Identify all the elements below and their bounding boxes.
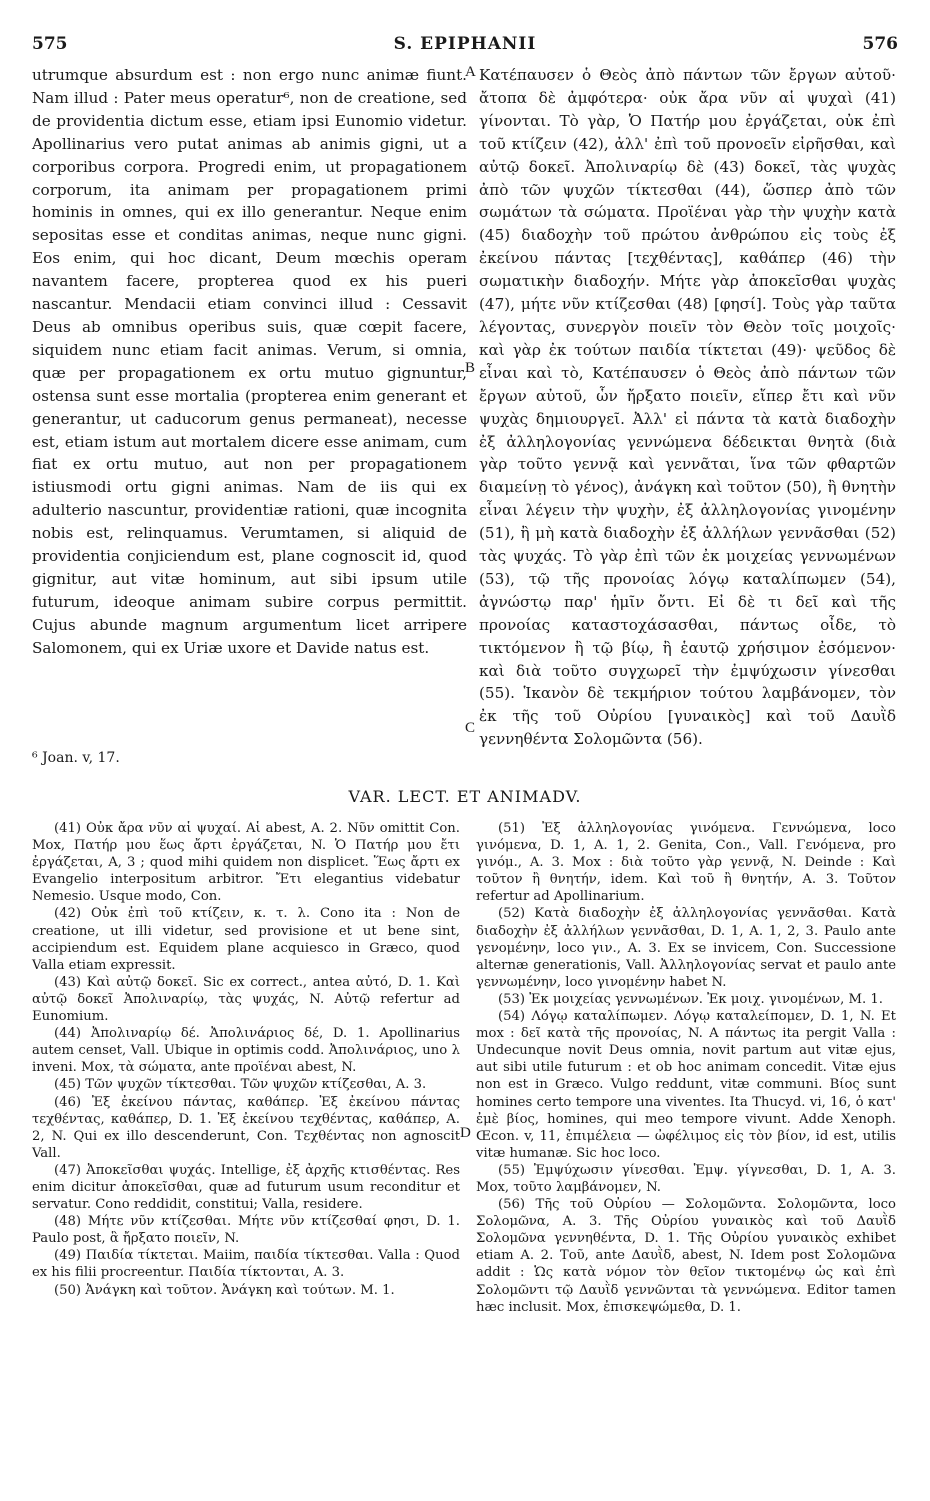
variant-note: (43) Καὶ αὐτῷ δοκεῖ. Sic ex correct., antea αὐτό, D. 1. Καὶ αὐτῷ δοκεῖ Ἀπολιναρίῳ, τὰς ψυχάς, N. Αὐτῷ refertur ad Eunomium. [32, 974, 460, 1025]
running-title: S. EPIPHANII [393, 34, 537, 54]
notes-heading: VAR. LECT. ET ANIMADV. [348, 787, 582, 806]
variant-note: (53) Ἐκ μοιχείας γεννωμένων. Ἐκ μοιχ. γινομένων, M. 1. [498, 991, 883, 1007]
variant-note: (54) Λόγῳ καταλίπωμεν. Λόγῳ καταλείπομεν, D. 1, N. Et mox : δεῖ κατὰ τῆς προνοίας, N. A πάντως ita pergit Valla : Undecunque novit Deus omnia, novit partum aut vitæ ejus, aut sibi utile futurum : et ob hoc animam concedit. Vitæ ejus non est in Græco. Vulgo reddunt, vitæ communi. Βίος sunt homines certo tempore una viventes. Ita Thucyd. vi, 16, ὁ κατ' ἐμὲ βίος, homines, qui meo tempore vivunt. Adde Xenoph. Œcon. v, 11, ἐπιμέλεια — ὠφέλιμος εἰς τὸν βίον, id est, utilis vitæ humanæ. Sic hoc loco. [476, 1009, 896, 1161]
margin-marker-b: B [465, 360, 476, 376]
variant-note: (51) Ἐξ ἀλληλογονίας γινόμενα. Γεννώμενα, loco γινόμενα, D. 1, A. 1, 2. Genita, Con., Vall. Γενόμενα, pro γινόμ., A. 3. Mox : διὰ τοῦτο γὰρ γεννᾷ, N. Deinde : Καὶ τοῦτον ἢ θνητήν, idem. Καὶ τοῦ ἢ θνητήν, A. 3. Τοῦτον refertur ad Apollinarium. [476, 821, 896, 905]
margin-marker-c: C [465, 720, 476, 736]
running-header [32, 34, 898, 60]
page-number-right: 576 [862, 34, 898, 54]
variant-note: (52) Κατὰ διαδοχὴν ἐξ ἀλληλογονίας γεννᾶσθαι. Κατὰ διαδοχὴν ἐξ ἀλλήλων γεννᾶσθαι, D. 1, A. 1, 2, 3. Paulo ante γενομένην, loco γιν., A. 3. Ex se invicem, Con. Successione alternæ generationis, Vall. Ἀλληλογονίας servat et paulo ante γεννωμένην, loco γινομένην habet N. [476, 906, 896, 990]
notes-right-column [476, 820, 896, 1316]
variant-note: (44) Ἀπολιναρίῳ δέ. Ἀπολινάριος δέ, D. 1. Apollinarius autem censet, Vall. Ubique in optimis codd. Ἀπολινάριος, uno λ inveni. Mox, τὰ σώματα, ante προϊέναι abest, N. [32, 1026, 460, 1076]
variant-note: (41) Οὐκ ἄρα νῦν αἱ ψυχαί. Αἱ abest, A. 2. Νῦν omittit Con. Mox, Πατήρ μου ἕως ἄρτι ἐργάζεται, N. Ὁ Πατήρ μου ἔτι ἐργάζεται, A, 3 ; quod mihi quidem non displicet. Ἕως ἄρτι ex Evangelio interpositum arbitror. Ἔτι elegantius videbatur Nemesio. Usque modo, Con. [32, 821, 460, 905]
margin-marker-d: D [460, 1125, 471, 1141]
variant-note: (49) Παιδία τίκτεται. Maiim, παιδία τίκτεσθαι. Valla : Quod ex his filii procreentur. Παιδία τίκτονται, A. 3. [32, 1248, 460, 1281]
variant-note: (45) Τῶν ψυχῶν τίκτεσθαι. Τῶν ψυχῶν κτίζεσθαι, A. 3. [54, 1077, 427, 1093]
latin-column [32, 64, 467, 660]
page-number-left: 575 [32, 34, 68, 54]
latin-text: utrumque absurdum est : non ergo nunc animæ fiunt. Nam illud : Pater meus operatur⁶, non de creatione, sed de providentia dictum esse, etiam ipsi Eunomio videtur. Apollinarius vero putat animas ab animis gigni, ut a corporibus corpora. Progredi enim, ut propagationem corporum, ita animam per propagationem primi hominis in omnes, qui ex illo generantur. Neque enim sepositas esse et conditas animas, neque nunc gigni. Eos enim, qui hoc dicant, Deum mœchis operam navantem facere, propterea quod ex his pueri nascantur. Mendacii etiam convinci illud : Cessavit Deus ab omnibus operibus suis, quæ cœpit facere, siquidem nunc etiam facit animas. Verum, si omnia, quæ per propagationem ex ortu mutuo gignuntur, ostensa sunt esse mortalia (propterea enim generant et generantur, ut caducorum genus permaneat), necesse est, etiam istum aut mortalem dicere esse animam, cum fiat ex ortu mutuo, aut non per propagationem istiusmodi ortu gigni animas. Nam de iis qui ex adulterio nascuntur, providentiæ rationi, quæ incognita nobis est, relinquamus. Verumtamen, si aliquid de providentia conjiciendum est, plane cognoscit id, quod gignitur, aut vitæ hominum, aut sibi ipsum utile futurum, ideoque animam subire corpus permittit. Cujus abunde magnum argumentum licet arripere Salomonem, qui ex Uriæ uxore et Davide natus est. [32, 66, 467, 657]
variant-note: (50) Ἀνάγκη καὶ τοῦτον. Ἀνάγκη καὶ τούτων. M. 1. [54, 1282, 395, 1298]
notes-left-column [32, 820, 460, 1299]
margin-marker-a: A [465, 64, 476, 80]
greek-column [479, 64, 896, 751]
variant-note: (56) Τῆς τοῦ Οὐρίου — Σολομῶντα. Σολομῶντα, loco Σολομῶνα, A. 3. Τῆς Οὐρίου γυναικὸς καὶ τοῦ Δαυῒδ Σολομῶνα γεννηθέντα, D. 1. Τῆς Οὐρίου γυναικὸς exhibet etiam A. 2. Τοῦ, ante Δαυῒδ, abest, N. Idem post Σολομῶνα addit : Ὡς κατὰ νόμον τὸν θεῖον τικτομένῳ ὡς καὶ ἐπὶ Σολομῶντι τῷ Δαυῒδ γεννῶνται τὰ γεννώμενα. Editor tamen hæc inclusit. Mox, ἐπισκεψώμεθα, D. 1. [476, 1197, 896, 1315]
footnote: ⁶ Joan. v, 17. [32, 750, 120, 766]
variant-note: (55) Ἐμψύχωσιν γίνεσθαι. Ἐμψ. γίγνεσθαι, D. 1, A. 3. Mox, τοῦτο λαμβάνομεν, N. [476, 1162, 896, 1195]
variant-note: (48) Μήτε νῦν κτίζεσθαι. Μήτε νῦν κτίζεσθαί φησι, D. 1. Paulo post, ἃ ἤρξατο ποιεῖν, N. [32, 1214, 460, 1247]
greek-text: Κατέπαυσεν ὁ Θεὸς ἀπὸ πάντων τῶν ἔργων αὐτοῦ· ἄτοπα δὲ ἀμφότερα· οὐκ ἄρα νῦν αἱ ψυχαὶ (41) γίνονται. Τὸ γὰρ, Ὁ Πατήρ μου ἐργάζεται, οὐκ ἐπὶ τοῦ κτίζειν (42), ἀλλ' ἐπὶ τοῦ προνοεῖν εἰρῆσθαι, καὶ αὐτῷ δοκεῖ. Ἀπολιναρίῳ δὲ (43) δοκεῖ, τὰς ψυχὰς ἀπὸ τῶν ψυχῶν τίκτεσθαι (44), ὥσπερ ἀπὸ τῶν σωμάτων τὰ σώματα. Προϊέναι γὰρ τὴν ψυχὴν κατὰ (45) διαδοχὴν τοῦ πρώτου ἀνθρώπου εἰς τοὺς ἐξ ἐκείνου πάντας [τεχθέντας], καθάπερ (46) τὴν σωματικὴν διαδοχήν. Μήτε γὰρ ἀποκεῖσθαι ψυχὰς (47), μήτε νῦν κτίζεσθαι (48) [φησί]. Τοὺς γὰρ ταῦτα λέγοντας, συνεργὸν ποιεῖν τὸν Θεὸν τοῖς μοιχοῖς· καὶ γὰρ ἐκ τούτων παιδία τίκτεται (49)· ψεῦδος δὲ εἶναι καὶ τὸ, Κατέπαυσεν ὁ Θεὸς ἀπὸ πάντων τῶν ἔργων αὐτοῦ, ὧν ἤρξατο ποιεῖν, εἴπερ ἔτι καὶ νῦν ψυχὰς δημιουργεῖ. Ἀλλ' εἰ πάντα τὰ κατὰ διαδοχὴν ἐξ ἀλληλογονίας γεννώμενα δέδεικται θνητὰ (διὰ γὰρ τοῦτο γεννᾷ καὶ γεννᾶται, ἵνα τῶν φθαρτῶν διαμείνῃ τὸ γένος), ἀνάγκη καὶ τοῦτον (50), ἢ θνητὴν εἶναι λέγειν τὴν ψυχὴν, ἐξ ἀλληλογονίας γινομένην (51), ἢ μὴ κατὰ διαδοχὴν ἐξ ἀλλήλων γεννᾶσθαι (52) τὰς ψυχάς. Τὸ γὰρ ἐπὶ τῶν ἐκ μοιχείας γεννωμένων (53), τῷ τῆς προνοίας λόγῳ καταλίπωμεν (54), ἀγνώστῳ παρ' ἡμῖν ὄντι. Εἰ δὲ τι δεῖ καὶ τῆς προνοίας καταστοχάσασθαι, πάντως οἶδε, τὸ τικτόμενον ἢ τῷ βίῳ, ἢ ἑαυτῷ χρήσιμον ἐσόμενον· καὶ διὰ τοῦτο συγχωρεῖ τὴν ἐμψύχωσιν γίνεσθαι (55). Ἱκανὸν δὲ τεκμήριον τούτου λαμβάνομεν, τὸν ἐκ τῆς τοῦ Οὐρίου [γυναικὸς] καὶ τοῦ Δαυῒδ γεννηθέντα Σολομῶντα (56). [479, 66, 896, 749]
variant-note: (42) Οὐκ ἐπὶ τοῦ κτίζειν, κ. τ. λ. Cono ita : Non de creatione, ut illi videtur, sed provisione et ut bene sint, accipiendum est. Equidem plane acquiesco in Græco, quod Valla etiam expressit. [32, 906, 460, 973]
variant-note: (47) Ἀποκεῖσθαι ψυχάς. Intellige, ἐξ ἀρχῆς κτισθέντας. Res enim dicitur ἀποκεῖσθαι, quæ ad futurum usum reconditur et servatur. Cono reddidit, constitui; Valla, residere. [32, 1162, 460, 1213]
variant-note: (46) Ἐξ ἐκείνου πάντας, καθάπερ. Ἐξ ἐκείνου πάντας τεχθέντας, καθάπερ, D. 1. Ἐξ ἐκείνου τεχθέντας, καθάπερ, A. 2, N. Qui ex illo descenderunt, Con. Τεχθέντας non agnoscit Vall. [32, 1094, 460, 1161]
